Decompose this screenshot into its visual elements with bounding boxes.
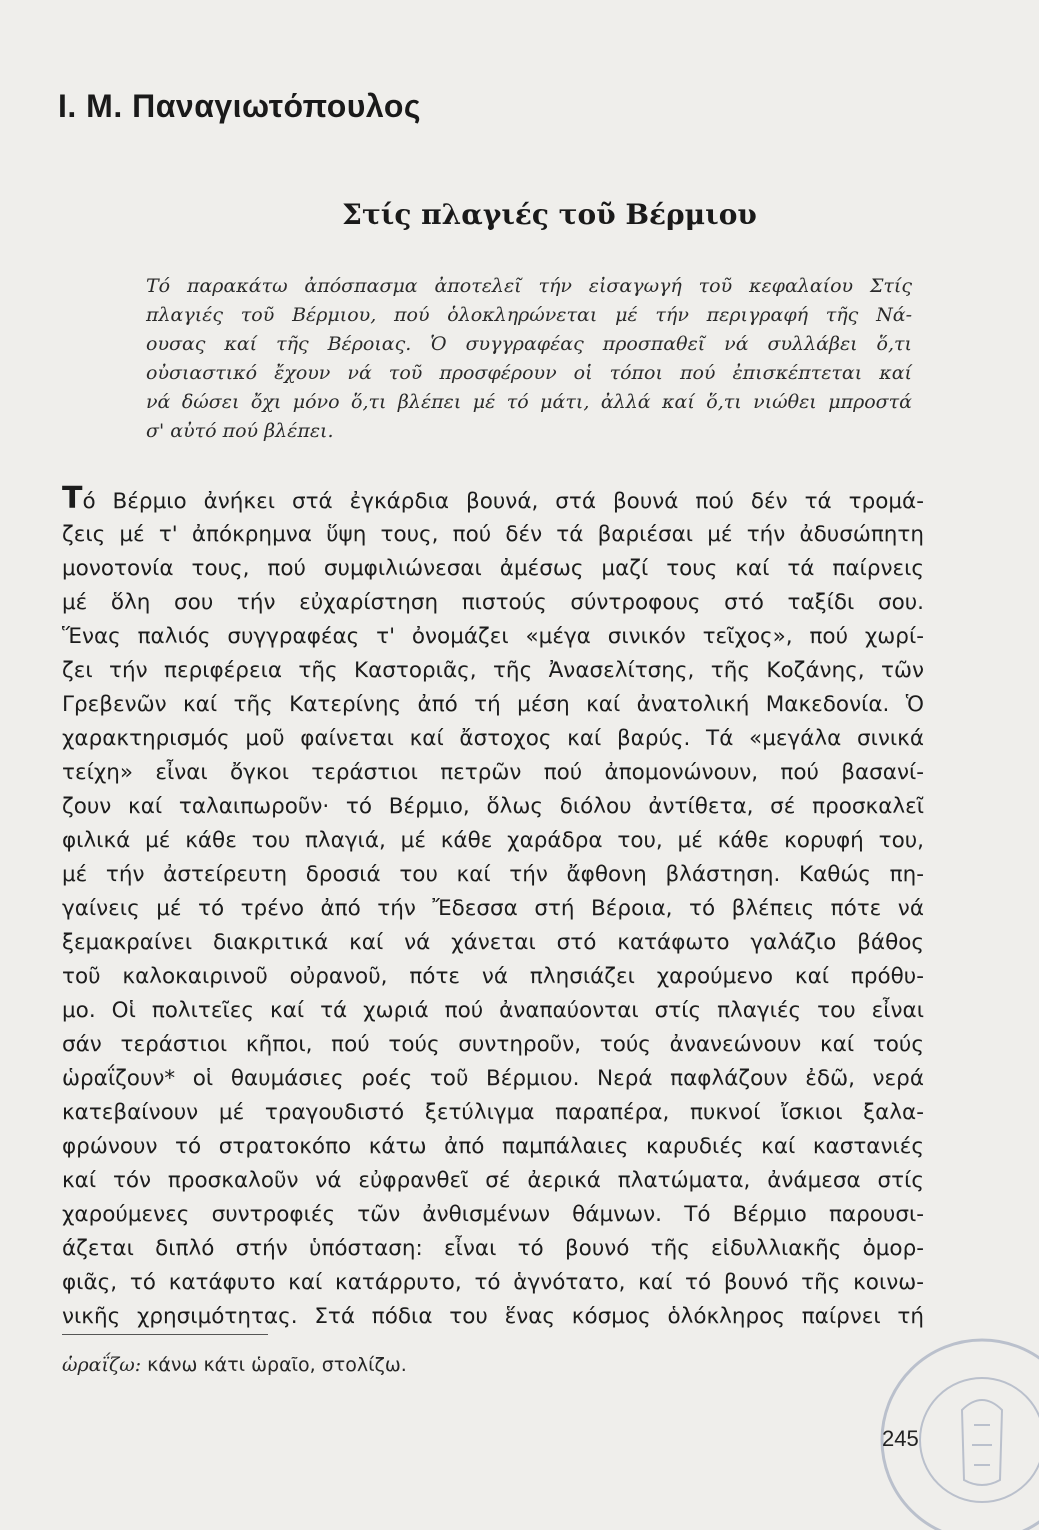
body-line: μέ ὅλη σου τήν εὐχαρίστηση πιστούς σύντροφους στό ταξίδι σου. (62, 590, 924, 615)
body-line: κατεβαίνουν μέ τραγουδιστό ξετύλιγμα παραπέρα, πυκνοί ἴσκιοι ξαλα- (62, 1100, 924, 1125)
intro-line: ουσας καί τῆς Βέροιας. Ὁ συγγραφέας προσπαθεῖ νά συλλάβει ὅ,τι (146, 333, 912, 355)
body-line: φιλικά μέ κάθε του πλαγιά, μέ κάθε χαράδρα του, μέ κάθε κορυφή του, (62, 828, 924, 853)
body-line: ζεις μέ τ' ἀπόκρημνα ὕψη τους, πού δέν τά βαριέσαι μέ τήν ἀδυσώπητη (62, 522, 924, 547)
body-line: άζεται διπλό στήν ὑπόσταση: εἶναι τό βουνό τῆς εἰδυλλιακῆς ὀμορ- (62, 1236, 924, 1261)
intro-line: σ' αὐτό πού βλέπει. (146, 420, 334, 442)
body-line: μο. Οἱ πολιτεῖες καί τά χωριά πού ἀναπαύονται στίς πλαγιές του εἶναι (62, 998, 924, 1023)
drop-cap: Τ (62, 481, 83, 516)
body-line: φιᾶς, τό κατάφυτο καί κατάρρυτο, τό ἁγνότατο, καί τό βουνό τῆς κοινω- (62, 1270, 924, 1295)
body-line: ζει τήν περιφέρεια τῆς Καστοριᾶς, τῆς Ἀνασελίτσης, τῆς Κοζάνης, τῶν (62, 658, 924, 683)
intro-paragraph (146, 272, 912, 446)
intro-line: Τό παρακάτω ἀπόσπασμα ἀποτελεῖ τήν εἰσαγωγή τοῦ κεφαλαίου Στίς (146, 275, 912, 297)
body-line: τείχη» εἶναι ὄγκοι τεράστιοι πετρῶν πού ἀπομονώνουν, πού βασανί- (62, 760, 924, 785)
body-line: ζουν καί ταλαιπωροῦν· τό Βέρμιο, ὅλως διόλου ἀντίθετα, σέ προσκαλεῖ (62, 794, 924, 819)
body-line: μονοτονία τους, πού συμφιλιώνεσαι ἀμέσως μαζί τους καί τά παίρνεις (62, 556, 924, 581)
intro-line: πλαγιές τοῦ Βέρμιου, πού ὁλοκληρώνεται μέ τήν περιγραφή τῆς Νά- (146, 304, 912, 326)
intro-line: οὐσιαστικό ἔχουν νά τοῦ προσφέρουν οἱ τόποι πού ἐπισκέπτεται καί (146, 362, 912, 384)
body-line: μέ τήν ἀστείρευτη δροσιά του καί τήν ἄφθονη βλάστηση. Καθώς πη- (62, 862, 924, 887)
footnote (62, 1354, 407, 1376)
first-line-text: ό Βέρμιο ἀνήκει στά ἐγκάρδια βουνά, στά βουνά πού δέν τά τρομά- (82, 489, 924, 514)
body-line: τοῦ καλοκαιρινοῦ οὐρανοῦ, πότε νά πλησιάζει χαρούμενο καί πρόθυ- (62, 964, 924, 989)
body-line: χαρακτηρισμός μοῦ φαίνεται καί ἄστοχος καί βαρύς. Τά «μεγάλα σινικά (62, 726, 924, 751)
body-line: καί τόν προσκαλοῦν νά εὐφρανθεῖ σέ ἀερικά πλατώματα, ἀνάμεσα στίς (62, 1168, 924, 1193)
chapter-title: Στίς πλαγιές τοῦ Βέρμιου (342, 198, 757, 231)
intro-line: νά δώσει ὄχι μόνο ὅ,τι βλέπει μέ τό μάτι, ἀλλά καί ὅ,τι νιώθει μπροστά (146, 391, 912, 413)
page-number: 245 (882, 1426, 919, 1451)
body-line: φρώνουν τό στρατοκόπο κάτω ἀπό παμπάλαιες καρυδιές καί καστανιές (62, 1134, 924, 1159)
body-line: ὡραΐζουν* οἱ θαυμάσιες ροές τοῦ Βέρμιου. Νερά παφλάζουν ἐδῶ, νερά (62, 1066, 924, 1091)
footnote-term: ὡραΐζω: (62, 1354, 142, 1376)
body-line: νικῆς χρησιμότητας. Στά πόδια του ἕνας κόσμος ὁλόκληρος παίρνει τή (62, 1304, 924, 1329)
body-first-line (62, 481, 924, 518)
body-line: ξεμακραίνει διακριτικά καί νά χάνεται στό κατάφωτο γαλάζιο βάθος (62, 930, 924, 955)
body-line: γαίνεις μέ τό τρένο ἀπό τήν Ἔδεσσα στή Βέροια, τό βλέπεις πότε νά (62, 896, 924, 921)
body-line: Γρεβενῶν καί τῆς Κατερίνης ἀπό τή μέση καί ἀνατολική Μακεδονία. Ὁ (62, 692, 924, 717)
body-line: σάν τεράστιοι κῆποι, πού τούς συντηροῦν, τούς ἀνανεώνουν καί τούς (62, 1032, 924, 1057)
footnote-divider (62, 1334, 268, 1335)
body-paragraph (62, 481, 924, 1334)
body-line: Ἕνας παλιός συγγραφέας τ' ὀνομάζει «μέγα σινικόν τεῖχος», πού χωρί- (62, 624, 924, 649)
footnote-definition: κάνω κάτι ὡραῖο, στολίζω. (141, 1354, 407, 1376)
body-line: χαρούμενες συντροφιές τῶν ἀνθισμένων θάμνων. Τό Βέρμιο παρουσι- (62, 1202, 924, 1227)
author-name: Ι. Μ. Παναγιωτόπουλος (58, 88, 421, 124)
